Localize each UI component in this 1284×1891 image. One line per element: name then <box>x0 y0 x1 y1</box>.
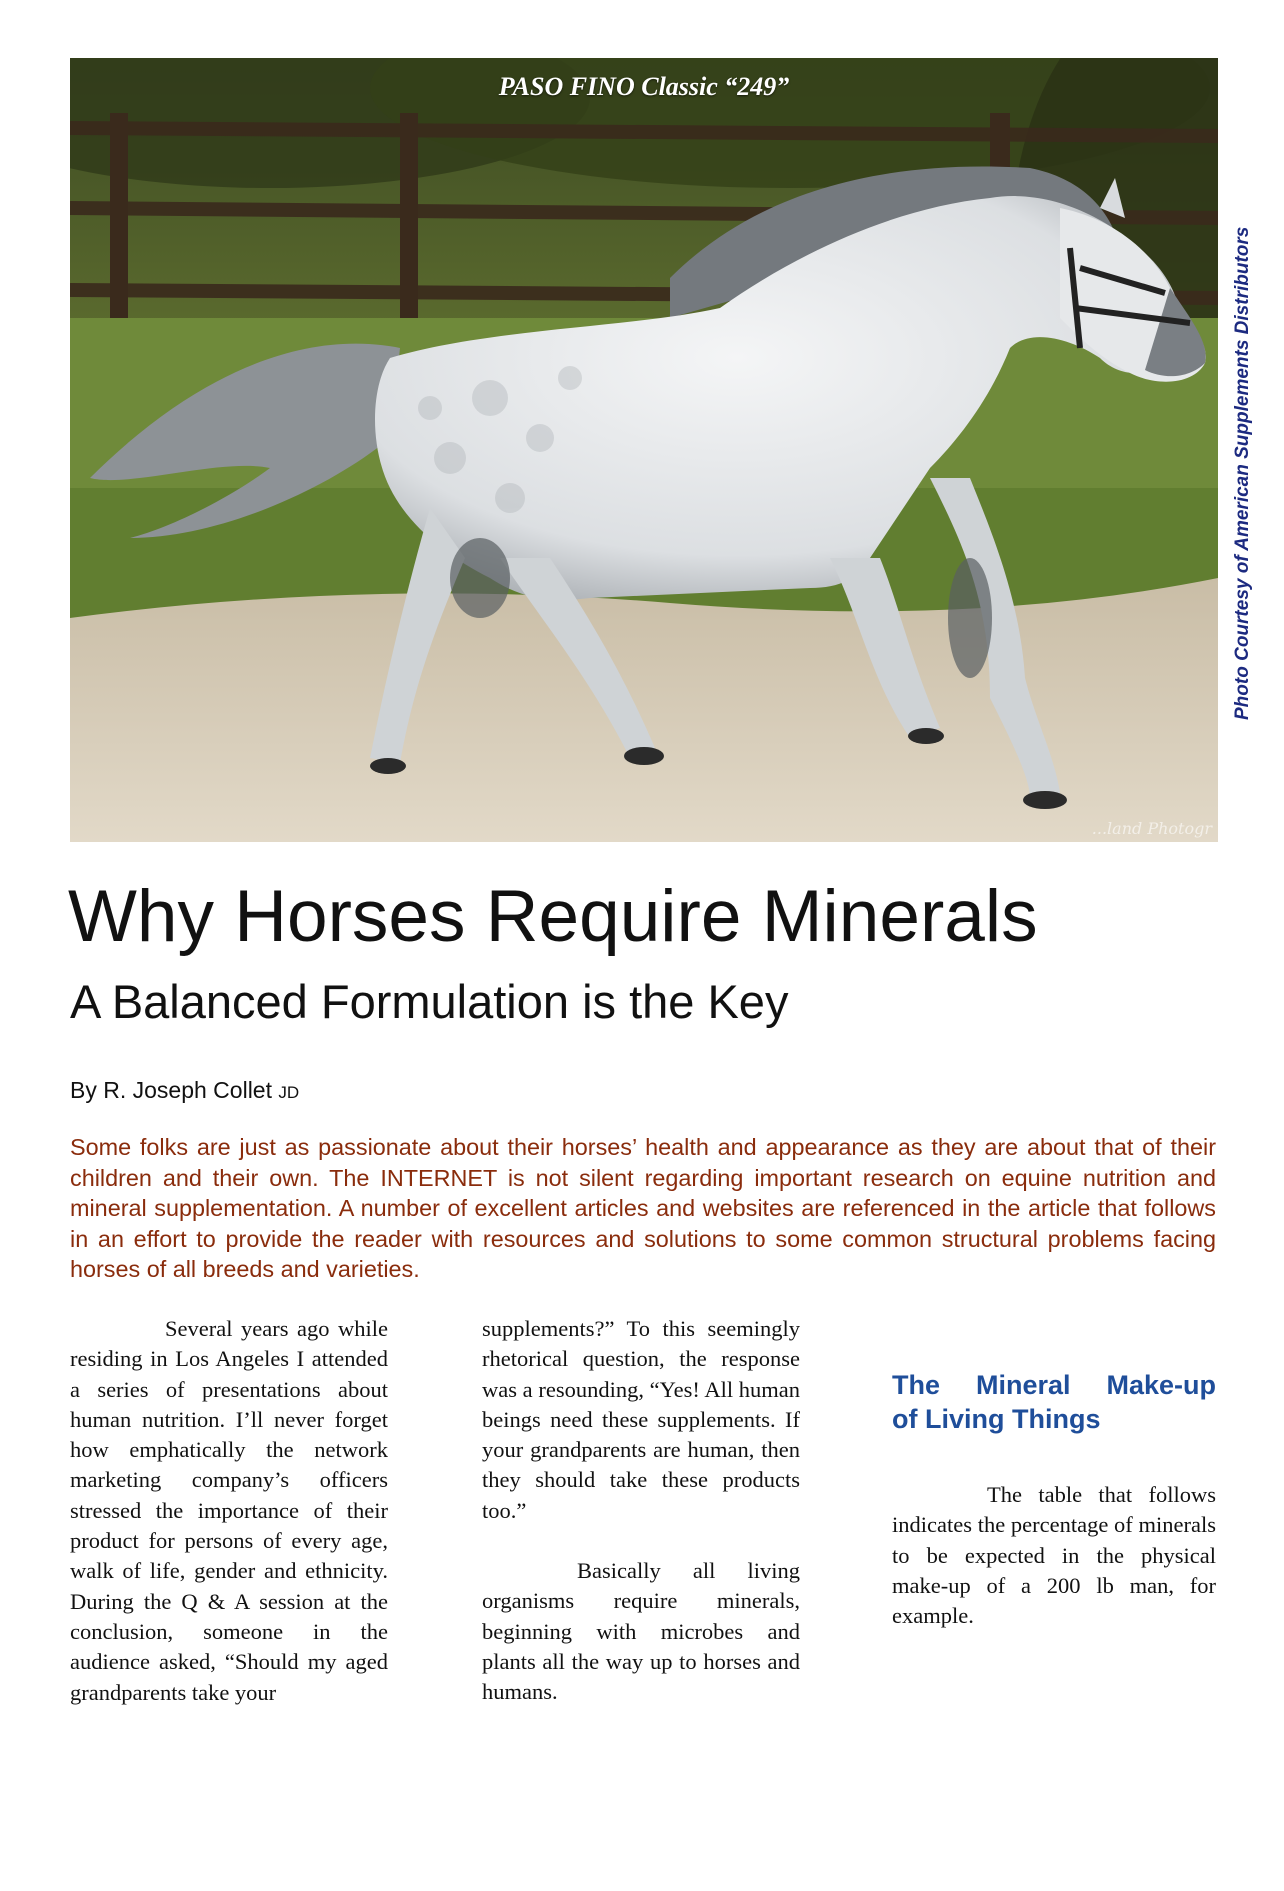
article-title: Why Horses Require Minerals <box>68 876 1038 957</box>
photo-caption: PASO FINO Classic “249” <box>498 72 790 101</box>
column-1-paragraph: Several years ago while residing in Los Angeles I attended a series of presentations about human nutrition. I’ll never forget how emphatically the network marketing company’s officers stressed the importance of their product for persons of every age, walk of life, gender and ethnicity. During the Q & A session at the conclusion, someone in the audience asked, “Should my aged grandparents take your <box>70 1316 388 1705</box>
column-2 <box>482 1314 800 1708</box>
column-2-paragraph: Basically all living organisms require minerals, beginning with microbes and plants all the way up to horses and humans. <box>482 1558 800 1705</box>
section-heading <box>892 1368 1216 1436</box>
horse-photo-illustration <box>70 58 1218 842</box>
section-heading-line-2: of Living Things <box>892 1404 1101 1434</box>
photo-credit: Photo Courtesy of American Supplements Distributors <box>1232 226 1253 720</box>
byline <box>70 1077 299 1104</box>
hero-photo <box>70 58 1218 842</box>
photographer-watermark: ...land Photogr <box>1091 819 1212 838</box>
section-heading-line-1: The Mineral Make-up <box>892 1370 1216 1400</box>
column-2-continued-paragraph: supplements?” To this seemingly rhetorical question, the response was a resounding, “Yes! All human beings need these supplements. If your grandparents are human, then they should take these products too.” <box>482 1316 800 1523</box>
column-1 <box>70 1314 388 1708</box>
intro-paragraph: Some folks are just as passionate about their horses’ health and appearance as they are about that of their children and their own. The INTERNET is not silent regarding important research on equine nutrition and mineral supplementation. A number of excellent articles and websites are referenced in the article that follows in an effort to provide the reader with resources and solutions to some common structural problems facing horses of all breeds and varieties. <box>70 1134 1216 1282</box>
column-3 <box>892 1368 1216 1631</box>
byline-author: By R. Joseph Collet <box>70 1077 272 1103</box>
byline-suffix: JD <box>278 1083 300 1102</box>
column-3-paragraph: The table that follows indicates the percentage of minerals to be expected in the physical make-up of a 200 lb man, for example. <box>892 1482 1216 1629</box>
article-subtitle: A Balanced Formulation is the Key <box>70 975 789 1028</box>
